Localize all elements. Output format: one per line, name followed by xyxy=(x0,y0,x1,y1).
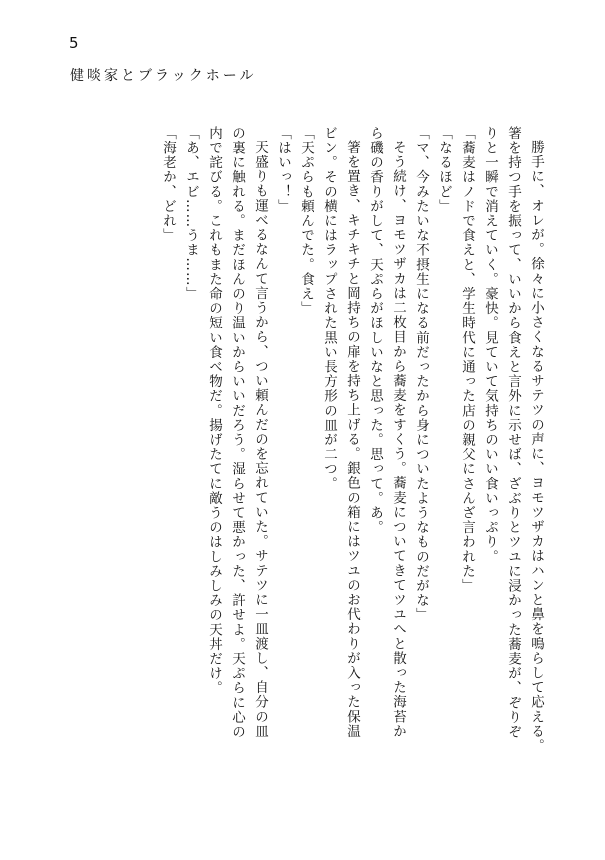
page-number: 5 xyxy=(69,34,79,52)
text-line: りと一瞬で消えていく。豪快。見ていて気持ちのいい食いっぷり。 xyxy=(482,126,498,564)
text-line: 天盛りも運べるなんて言うから、つい頼んだのを忘れていた。サテツに一皿渡し、自分の皿 xyxy=(252,139,268,739)
text-line: 「海老か、どれ」 xyxy=(160,126,176,243)
text-line: 「はいっ！」 xyxy=(275,126,291,214)
chapter-title: 健啖家とブラックホール xyxy=(70,68,257,84)
text-line: ビン。その横にはラップされた黒い長方形の皿が二つ。 xyxy=(321,126,337,491)
text-line: の裏に触れる。まだほんのり温いからいいだろう。湿らせて悪かった、許せよ。天ぷらに心の xyxy=(229,126,245,740)
text-line: 「なるほど」 xyxy=(436,126,452,214)
text-line: 勝手に、オレが。徐々に小さくなるサテツの声に、ヨモツザカはハンと鼻を鳴らして応える。 xyxy=(528,139,544,753)
text-line: 内で詫びる。これもまた命の短い食べ物だ。揚げたてに敵うのはしみしみの天丼だけ。 xyxy=(206,126,222,696)
text-line: 「あ、エビ……うま……」 xyxy=(183,126,199,302)
text-line: 「天ぷらも頼んでた。食え」 xyxy=(298,126,314,316)
text-line: 箸を持つ手を振って、いいから食えと言外に示せば、ざぶりとツユに浸かった蕎麦が、ぞりぞ xyxy=(505,126,521,740)
text-line: 「蕎麦はノドで食えと、学生時代に通った店の親父にさんざ言われた」 xyxy=(459,126,475,594)
text-line: ら磯の香りがして、天ぷらがほしいなと思った。思って。あ。 xyxy=(367,126,383,535)
text-line: 箸を置き、キチキチと岡持ちの扉を持ち上げる。銀色の箱にはツユのお代わりが入った保温 xyxy=(344,139,360,739)
text-line: そう続け、ヨモツザカは二枚目から蕎麦をすくう。蕎麦についてきてツユへと散った海苔か xyxy=(390,139,406,739)
body-text xyxy=(87,126,547,816)
text-line: 「マ、今みたいな不摂生になる前だったから身についたようなものだがな」 xyxy=(413,126,429,623)
